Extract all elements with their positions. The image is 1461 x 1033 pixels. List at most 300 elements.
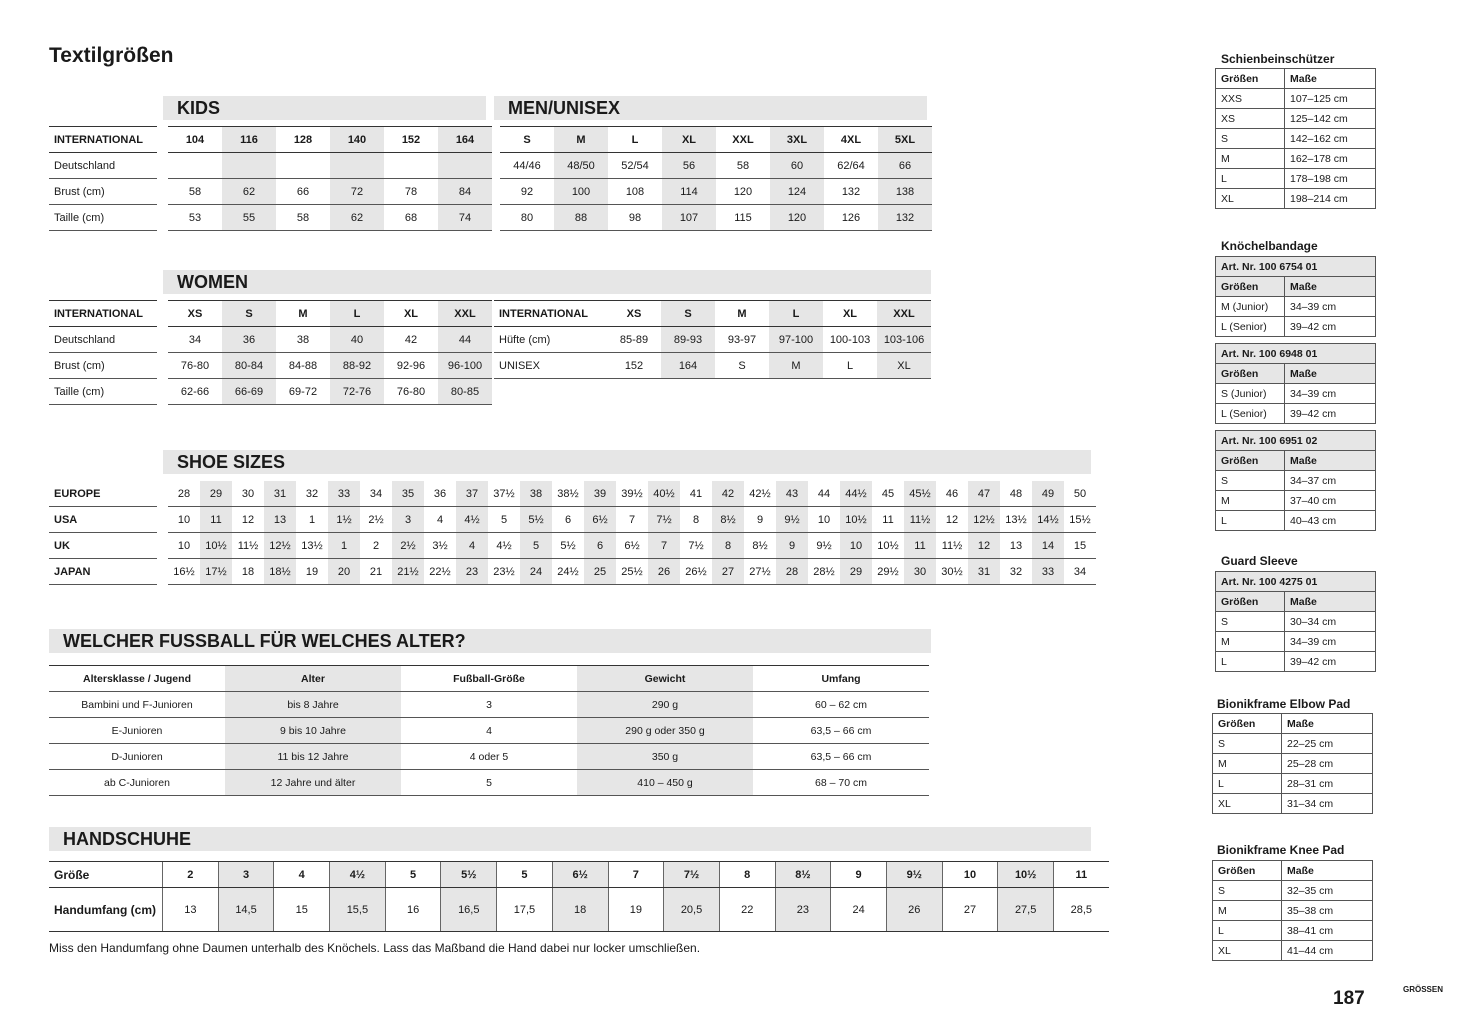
row-label: INTERNATIONAL [494, 301, 607, 327]
table-cell: 11 [1054, 862, 1109, 888]
table-cell: 9 bis 10 Jahre [225, 718, 401, 744]
table-cell: Bambini und F-Junioren [49, 692, 225, 718]
table-cell: 34–39 cm [1285, 632, 1376, 652]
table-cell: 98 [608, 205, 662, 231]
table-cell: 7 [608, 862, 664, 888]
table-cell: 5 [385, 862, 441, 888]
table-cell: 41 [680, 481, 712, 507]
article-number: Art. Nr. 100 4275 01 [1216, 572, 1376, 592]
table-cell: 8½ [712, 507, 744, 533]
table-cell: M [1213, 901, 1282, 921]
table-cell: 35–38 cm [1282, 901, 1373, 921]
table-cell: 39–42 cm [1285, 317, 1376, 337]
table-row [1216, 129, 1376, 149]
table-cell: S [661, 301, 715, 327]
table-cell: 39–42 cm [1285, 652, 1376, 672]
table-cell: M [554, 127, 608, 153]
table-cell: S [1216, 612, 1285, 632]
table-cell: 93-97 [715, 327, 769, 353]
table-row [49, 770, 929, 796]
men-heading: MEN/UNISEX [494, 96, 927, 120]
table-cell: 12 Jahre und älter [225, 770, 401, 796]
table-cell: 27 [712, 559, 744, 585]
table-cell: 66 [276, 179, 330, 205]
table-row [49, 507, 1096, 533]
table-cell: 96-100 [438, 353, 492, 379]
table-cell: 100-103 [823, 327, 877, 353]
table-row [49, 379, 492, 405]
table-cell: 6 [584, 533, 616, 559]
table-row [49, 744, 929, 770]
table-cell: 38 [520, 481, 552, 507]
table-cell: 28½ [808, 559, 840, 585]
table-cell: XL [1216, 189, 1285, 209]
table-cell: 22½ [424, 559, 456, 585]
gap [157, 205, 168, 231]
table-cell: 120 [770, 205, 824, 231]
table-cell: 35 [392, 481, 424, 507]
table-row [1216, 109, 1376, 129]
row-label: UNISEX [494, 353, 607, 379]
table-cell: 63,5 – 66 cm [753, 744, 929, 770]
table-cell: 107–125 cm [1285, 89, 1376, 109]
table-cell: 25 [584, 559, 616, 585]
article-number: Art. Nr. 100 6754 01 [1216, 257, 1376, 277]
table-cell: S [500, 127, 554, 153]
table-cell: 12 [936, 507, 968, 533]
table-cell: ab C-Junioren [49, 770, 225, 796]
table-cell: XXL [716, 127, 770, 153]
row-label: Brust (cm) [49, 179, 157, 205]
table-cell: 21½ [392, 559, 424, 585]
header-row [1216, 451, 1376, 471]
table-cell: 8 [680, 507, 712, 533]
shin-table [1215, 68, 1376, 209]
gap [157, 179, 168, 205]
table-cell: 27,5 [998, 888, 1054, 932]
ankle-tables [1215, 256, 1376, 537]
table-cell: 43 [776, 481, 808, 507]
kids-heading: KIDS [163, 96, 486, 120]
row-label: Handumfang (cm) [49, 888, 163, 932]
table-row [49, 559, 1096, 585]
table-cell: 88 [554, 205, 608, 231]
table-cell: 13½ [296, 533, 328, 559]
table-cell: 140 [330, 127, 384, 153]
table-cell: L [1213, 774, 1282, 794]
table-cell: M [276, 301, 330, 327]
table-cell: 80 [500, 205, 554, 231]
table-cell: 92-96 [384, 353, 438, 379]
table-cell: 62 [330, 205, 384, 231]
table-cell: 42 [384, 327, 438, 353]
table-cell: 62 [222, 179, 276, 205]
table-cell: 74 [438, 205, 492, 231]
table-cell: 80-84 [222, 353, 276, 379]
table-cell: 9 [776, 533, 808, 559]
table-cell: 30 [232, 481, 264, 507]
table-row [1216, 149, 1376, 169]
table-row [1213, 941, 1373, 961]
table-cell: XL [384, 301, 438, 327]
table-cell: S [1216, 471, 1285, 491]
gap [492, 153, 500, 179]
table-cell: 23 [775, 888, 831, 932]
table-cell: 60 – 62 cm [753, 692, 929, 718]
table-cell: 115 [716, 205, 770, 231]
table-cell: 104 [168, 127, 222, 153]
table-cell: 1 [328, 533, 360, 559]
column-header: Größen [1216, 277, 1285, 297]
table-cell: 30 [904, 559, 936, 585]
row-label: INTERNATIONAL [49, 301, 157, 327]
table-cell: 24½ [552, 559, 584, 585]
table-cell: 290 g oder 350 g [577, 718, 753, 744]
gap [157, 301, 168, 327]
table-cell: 80-85 [438, 379, 492, 405]
table-cell: 85-89 [607, 327, 661, 353]
column-header: Größen [1216, 364, 1285, 384]
table-cell [384, 153, 438, 179]
knee-title: Bionikframe Knee Pad [1217, 843, 1345, 857]
column-header: Maße [1282, 861, 1373, 881]
table-cell: 4½ [330, 862, 386, 888]
table-cell: 88-92 [330, 353, 384, 379]
gap [157, 379, 168, 405]
table-cell: 32 [1000, 559, 1032, 585]
table-cell: L (Senior) [1216, 317, 1285, 337]
table-cell: 28–31 cm [1282, 774, 1373, 794]
table-cell: 36 [424, 481, 456, 507]
table-row [494, 301, 931, 327]
table-cell: 142–162 cm [1285, 129, 1376, 149]
table-cell: 20 [328, 559, 360, 585]
table-cell: XL [877, 353, 931, 379]
table-cell: 45½ [904, 481, 936, 507]
column-header: Maße [1285, 277, 1376, 297]
table-cell: L [330, 301, 384, 327]
column-header: Maße [1282, 714, 1373, 734]
table-cell: 6½ [616, 533, 648, 559]
table-cell: 76-80 [384, 379, 438, 405]
table-cell: L [1216, 511, 1285, 531]
table-cell: 15,5 [330, 888, 386, 932]
table-cell: 5 [520, 533, 552, 559]
table-row [1216, 632, 1376, 652]
table-cell: 16½ [168, 559, 200, 585]
table-row [1216, 169, 1376, 189]
women-heading: WOMEN [163, 270, 931, 294]
table-cell: 37½ [488, 481, 520, 507]
table-cell: 68 [384, 205, 438, 231]
row-label: Größe [49, 862, 163, 888]
table-cell: 410 – 450 g [577, 770, 753, 796]
shin-title: Schienbeinschützer [1221, 52, 1335, 66]
gap [492, 179, 500, 205]
table-row [49, 862, 1109, 888]
table-cell: L [823, 353, 877, 379]
shoes-heading: SHOE SIZES [163, 450, 1091, 474]
table-cell: 103-106 [877, 327, 931, 353]
art-row [1216, 257, 1376, 277]
table-cell: 41–44 cm [1282, 941, 1373, 961]
table-cell: S [715, 353, 769, 379]
knee-table [1212, 860, 1373, 961]
table-cell: 198–214 cm [1285, 189, 1376, 209]
table-cell: 58 [716, 153, 770, 179]
row-label: Deutschland [49, 327, 157, 353]
football-heading: WELCHER FUSSBALL FÜR WELCHES ALTER? [49, 629, 931, 653]
table-cell: 16,5 [441, 888, 497, 932]
gap [157, 153, 168, 179]
table-cell: 69-72 [276, 379, 330, 405]
page-number: 187 [1333, 988, 1365, 1009]
table-cell: 9½ [808, 533, 840, 559]
table-cell: 50 [1064, 481, 1096, 507]
table-cell: 29 [840, 559, 872, 585]
table-cell: 4½ [456, 507, 488, 533]
table-row [49, 179, 932, 205]
table-row [1216, 384, 1376, 404]
table-cell: 33 [1032, 559, 1064, 585]
table-cell [276, 153, 330, 179]
table-cell: 31 [968, 559, 1000, 585]
table-cell: 78 [384, 179, 438, 205]
column-header: Größen [1216, 592, 1285, 612]
table-cell: 5 [497, 862, 553, 888]
table-cell: 25½ [616, 559, 648, 585]
table-cell: S [1213, 734, 1282, 754]
table-cell: 120 [716, 179, 770, 205]
table-row [1216, 491, 1376, 511]
table-cell: 34 [1064, 559, 1096, 585]
table-cell: 32–35 cm [1282, 881, 1373, 901]
table-cell: 5½ [520, 507, 552, 533]
table-cell: 20,5 [664, 888, 720, 932]
table-cell: 10½ [872, 533, 904, 559]
table-row [1216, 89, 1376, 109]
table-cell: 92 [500, 179, 554, 205]
table-cell: E-Junioren [49, 718, 225, 744]
table-cell: 11 [904, 533, 936, 559]
table-cell: 10 [942, 862, 998, 888]
table-cell: 16 [385, 888, 441, 932]
table-cell: 7½ [664, 862, 720, 888]
table-row [1216, 317, 1376, 337]
table-cell: 152 [607, 353, 661, 379]
column-header: Größen [1216, 451, 1285, 471]
table-cell: 30–34 cm [1285, 612, 1376, 632]
table-cell: 4XL [824, 127, 878, 153]
column-header: Fußball-Größe [401, 666, 577, 692]
table-cell: 37 [456, 481, 488, 507]
column-header: Größen [1213, 714, 1282, 734]
table-cell [222, 153, 276, 179]
table-cell: XXL [438, 301, 492, 327]
table-cell: 7 [616, 507, 648, 533]
table-cell: XL [1213, 794, 1282, 814]
table-row [1213, 881, 1373, 901]
table-cell: 178–198 cm [1285, 169, 1376, 189]
table-cell: 38 [276, 327, 330, 353]
table-cell: 4 [456, 533, 488, 559]
table-cell: 3½ [424, 533, 456, 559]
table-row [494, 353, 931, 379]
row-label: Taille (cm) [49, 379, 157, 405]
table-cell: 13 [1000, 533, 1032, 559]
table-cell: 15½ [1064, 507, 1096, 533]
table-cell: M [1216, 491, 1285, 511]
row-label: UK [49, 533, 157, 559]
gap [157, 127, 168, 153]
table-row [49, 888, 1109, 932]
table-cell: 5XL [878, 127, 932, 153]
table-row [1213, 774, 1373, 794]
table-cell: 6½ [584, 507, 616, 533]
table-cell: 13 [264, 507, 296, 533]
table-cell: 4½ [488, 533, 520, 559]
table-cell: 31–34 cm [1282, 794, 1373, 814]
table-cell: 11½ [232, 533, 264, 559]
table-cell: 25–28 cm [1282, 754, 1373, 774]
table-cell: 39 [584, 481, 616, 507]
table-cell: 84-88 [276, 353, 330, 379]
table-cell: 12½ [968, 507, 1000, 533]
table-cell: 26½ [680, 559, 712, 585]
table-cell: 58 [276, 205, 330, 231]
table-cell: 2½ [392, 533, 424, 559]
table-cell: 46 [936, 481, 968, 507]
table-cell: L [1213, 921, 1282, 941]
row-label: Deutschland [49, 153, 157, 179]
table-cell: 126 [824, 205, 878, 231]
table-cell: 44/46 [500, 153, 554, 179]
table-row [1213, 921, 1373, 941]
table-cell: 34–37 cm [1285, 471, 1376, 491]
table-cell: 45 [872, 481, 904, 507]
column-header: Umfang [753, 666, 929, 692]
table-cell: XS [1216, 109, 1285, 129]
ankle-table [1215, 430, 1376, 531]
table-cell: 124 [770, 179, 824, 205]
table-cell: 42 [712, 481, 744, 507]
row-label: Brust (cm) [49, 353, 157, 379]
table-cell: 108 [608, 179, 662, 205]
table-cell: 22–25 cm [1282, 734, 1373, 754]
table-cell: M [1216, 632, 1285, 652]
table-cell: 8 [712, 533, 744, 559]
table-cell: 152 [384, 127, 438, 153]
table-cell: 1½ [328, 507, 360, 533]
table-cell: 48/50 [554, 153, 608, 179]
table-cell: bis 8 Jahre [225, 692, 401, 718]
table-cell: 8 [719, 862, 775, 888]
table-cell: M [769, 353, 823, 379]
table-cell: 52/54 [608, 153, 662, 179]
table-cell: 7 [648, 533, 680, 559]
table-cell: XS [607, 301, 661, 327]
row-label: Taille (cm) [49, 205, 157, 231]
header-row [1216, 364, 1376, 384]
table-row [1213, 794, 1373, 814]
table-cell: 132 [824, 179, 878, 205]
header-row [1213, 861, 1373, 881]
table-cell: 2 [360, 533, 392, 559]
table-cell: 63,5 – 66 cm [753, 718, 929, 744]
table-cell: 164 [438, 127, 492, 153]
table-cell: 24 [520, 559, 552, 585]
gloves-table [49, 861, 1109, 932]
table-cell: 3 [401, 692, 577, 718]
table-cell: 164 [661, 353, 715, 379]
article-number: Art. Nr. 100 6948 01 [1216, 344, 1376, 364]
table-cell: 5½ [441, 862, 497, 888]
table-row [494, 327, 931, 353]
table-cell: 44 [438, 327, 492, 353]
table-cell: 8½ [775, 862, 831, 888]
table-cell: 55 [222, 205, 276, 231]
table-cell: 4 [274, 862, 330, 888]
table-cell: 89-93 [661, 327, 715, 353]
table-cell: 114 [662, 179, 716, 205]
table-cell: 40–43 cm [1285, 511, 1376, 531]
table-cell: M [1216, 149, 1285, 169]
table-row [1216, 511, 1376, 531]
table-cell: 5½ [552, 533, 584, 559]
table-cell: 13½ [1000, 507, 1032, 533]
table-cell: 13 [163, 888, 219, 932]
table-row [49, 127, 932, 153]
table-cell: 4 [424, 507, 456, 533]
table-cell: 39½ [616, 481, 648, 507]
header-row [49, 666, 929, 692]
gap [157, 559, 168, 585]
table-cell: 10½ [998, 862, 1054, 888]
table-cell: 28 [776, 559, 808, 585]
table-cell: 29½ [872, 559, 904, 585]
table-cell: XXL [877, 301, 931, 327]
table-cell: 1 [296, 507, 328, 533]
table-cell: 10½ [840, 507, 872, 533]
table-cell: M [715, 301, 769, 327]
table-cell: 58 [168, 179, 222, 205]
table-cell: S [1213, 881, 1282, 901]
table-cell: 60 [770, 153, 824, 179]
table-cell: 11½ [936, 533, 968, 559]
table-cell: 10 [808, 507, 840, 533]
table-row [49, 692, 929, 718]
table-cell: 132 [878, 205, 932, 231]
gap [157, 533, 168, 559]
table-row [49, 481, 1096, 507]
table-cell: 30½ [936, 559, 968, 585]
table-cell: D-Junioren [49, 744, 225, 770]
table-cell: 72 [330, 179, 384, 205]
table-cell: 12 [968, 533, 1000, 559]
guard-table [1215, 571, 1376, 672]
table-cell: 62/64 [824, 153, 878, 179]
table-cell: 26 [886, 888, 942, 932]
table-cell: L [1216, 169, 1285, 189]
table-cell: 26 [648, 559, 680, 585]
table-cell: 34–39 cm [1285, 384, 1376, 404]
column-header: Maße [1285, 69, 1376, 89]
table-cell: 100 [554, 179, 608, 205]
table-cell: 37–40 cm [1285, 491, 1376, 511]
table-cell: S [1216, 129, 1285, 149]
table-cell: 8½ [744, 533, 776, 559]
ankle-table [1215, 343, 1376, 424]
